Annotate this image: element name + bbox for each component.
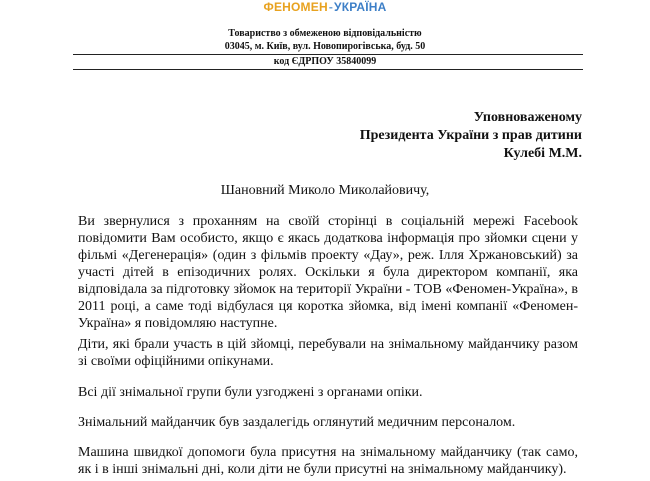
logo-part-2: УКРАЇНА <box>334 0 387 14</box>
addressee-line-2: Президента України з прав дитини <box>359 128 582 143</box>
header-divider-bottom <box>73 69 583 70</box>
letter-paragraph-2: Діти, які брали участь в цій зйомці, перебували на знімальному майданчику разом зі своїми офіційними опікунами. <box>78 337 578 369</box>
logo-part-1: ФЕНОМЕН <box>263 0 328 14</box>
company-edrpou-code: код ЄДРПОУ 35840099 <box>273 56 377 67</box>
addressee-line-3: Кулебі М.М. <box>503 146 582 161</box>
company-address: 03045, м. Київ, вул. Новопирогівська, буд. 50 <box>224 41 426 52</box>
logo-separator: - <box>328 0 334 14</box>
company-logo <box>0 0 650 14</box>
letter-paragraph-3: Всі дії знімальної групи були узгоджені з органами опіки. <box>78 385 423 400</box>
salutation: Шановний Миколо Миколайовичу, <box>220 183 430 198</box>
letter-paragraph-5: Машина швидкої допомоги була присутня на знімальному майданчику (так само, як і в інші знімальні дні, коли діти не були присутні на знімальному майданчику). <box>78 445 578 477</box>
letter-paragraph-4: Знімальний майданчик був заздалегідь оглянутий медичним персоналом. <box>78 415 516 430</box>
addressee-line-1: Уповноваженому <box>473 110 582 125</box>
header-divider-top <box>73 54 583 55</box>
company-name: Товариство з обмеженою відповідальністю <box>228 28 422 39</box>
letter-paragraph-1: Ви звернулися з проханням на своїй сторінці в соціальній мережі Facebook повідомити Вам особисто, якщо є якась додаткова інформація про зйомки сцени у фільмі «Дегенерація» (один з фільмів проекту «Дау», реж. Ілля Хржановський) за участі дітей в епізодичних ролях. Оскільки я була директором компанії, яка відповідала за підготовку зйомок на території України - ТОВ «Феномен-Україна», в 2011 році, а саме тоді відбулася ця коротка зйомка, від імені компанії «Феномен-Україна» я повідомляю наступне. <box>78 214 578 331</box>
